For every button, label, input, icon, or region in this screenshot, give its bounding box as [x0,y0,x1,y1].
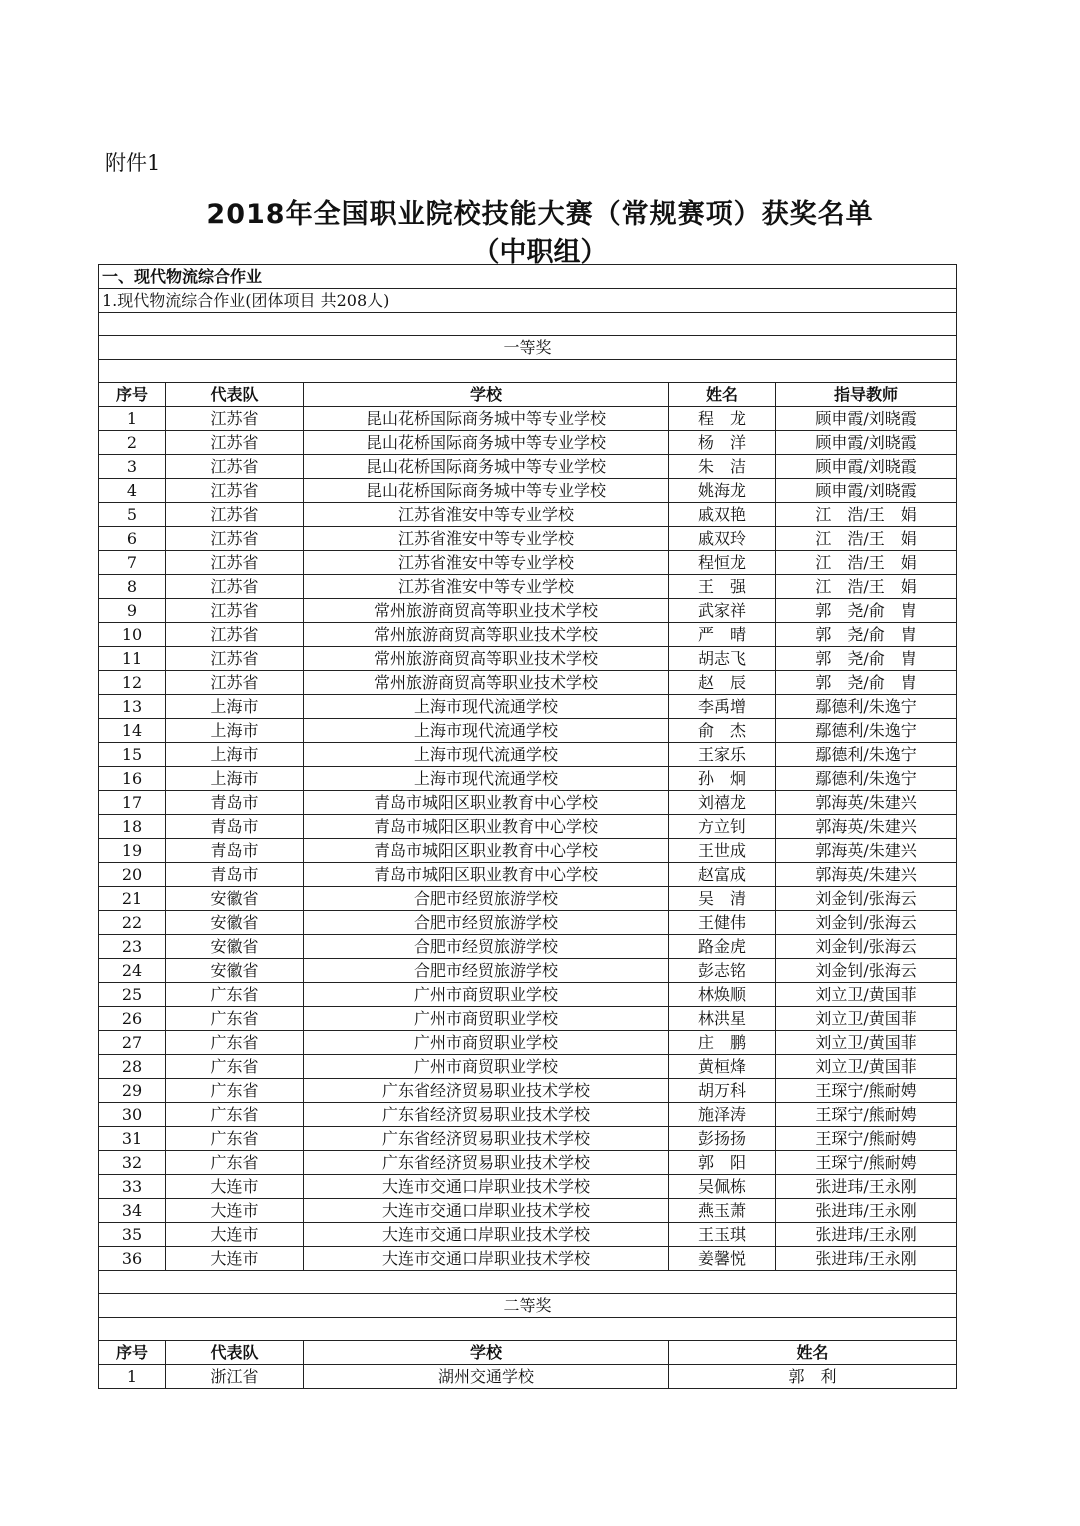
table-row [99,503,957,527]
cell-school: 合肥市经贸旅游学校 [304,911,669,935]
table-row [99,599,957,623]
cell-team: 江苏省 [166,455,304,479]
table-row [99,1055,957,1079]
cell-index: 2 [99,431,166,455]
header-name: 姓名 [669,383,776,407]
cell-name: 李禹增 [669,695,776,719]
cell-name: 燕玉萧 [669,1199,776,1223]
cell-school: 广州市商贸职业学校 [304,1007,669,1031]
cell-team: 江苏省 [166,503,304,527]
cell-index: 33 [99,1175,166,1199]
table-row [99,839,957,863]
cell-index: 1 [99,1365,166,1389]
cell-index: 30 [99,1103,166,1127]
cell-instructor: 张进玮/王永刚 [776,1223,957,1247]
cell-name: 林焕顺 [669,983,776,1007]
cell-name: 彭扬扬 [669,1127,776,1151]
cell-index: 36 [99,1247,166,1271]
cell-school: 江苏省淮安中等专业学校 [304,503,669,527]
cell-school: 上海市现代流通学校 [304,743,669,767]
cell-team: 浙江省 [166,1365,304,1389]
table-row [99,935,957,959]
second-prize-label-row [99,1294,957,1318]
table-row [99,1103,957,1127]
event-title: 1.现代物流综合作业(团体项目 共208人) [99,289,957,313]
table-row [99,911,957,935]
cell-team: 上海市 [166,767,304,791]
cell-index: 25 [99,983,166,1007]
cell-name: 姜馨悦 [669,1247,776,1271]
cell-index: 13 [99,695,166,719]
cell-instructor: 顾申霞/刘晓霞 [776,479,957,503]
cell-name: 胡志飞 [669,647,776,671]
cell-school: 广州市商贸职业学校 [304,983,669,1007]
cell-name: 郭 阳 [669,1151,776,1175]
cell-school: 昆山花桥国际商务城中等专业学校 [304,479,669,503]
table-row [99,1127,957,1151]
table-row [99,1031,957,1055]
cell-name: 赵富成 [669,863,776,887]
header-school: 学校 [304,1341,669,1365]
table-row [99,695,957,719]
cell-team: 安徽省 [166,911,304,935]
table-row [99,671,957,695]
cell-name: 吴 清 [669,887,776,911]
table-row [99,767,957,791]
cell-school: 广州市商贸职业学校 [304,1031,669,1055]
cell-instructor: 江 浩/王 娟 [776,551,957,575]
cell-instructor: 王琛宁/熊耐娉 [776,1079,957,1103]
cell-name: 程恒龙 [669,551,776,575]
section-row [99,265,957,289]
cell-name: 王世成 [669,839,776,863]
cell-team: 广东省 [166,1103,304,1127]
cell-team: 青岛市 [166,839,304,863]
cell-team: 大连市 [166,1247,304,1271]
cell-team: 大连市 [166,1199,304,1223]
spacer-cell [99,1271,957,1294]
cell-instructor: 刘金钊/张海云 [776,887,957,911]
table-row [99,719,957,743]
header-name: 姓名 [669,1341,957,1365]
cell-instructor: 顾申霞/刘晓霞 [776,431,957,455]
attachment-label: 附件1 [105,151,161,175]
first-prize-label: 一等奖 [99,336,957,360]
table-row [99,479,957,503]
cell-instructor: 郭 尧/俞 胄 [776,647,957,671]
cell-school: 青岛市城阳区职业教育中心学校 [304,839,669,863]
header-team: 代表队 [166,383,304,407]
cell-index: 10 [99,623,166,647]
cell-team: 广东省 [166,1151,304,1175]
cell-instructor: 刘立卫/黄国菲 [776,1007,957,1031]
table-row [99,983,957,1007]
cell-instructor: 刘立卫/黄国菲 [776,1031,957,1055]
cell-instructor: 顾申霞/刘晓霞 [776,407,957,431]
cell-instructor: 鄢德利/朱逸宁 [776,767,957,791]
cell-team: 江苏省 [166,479,304,503]
cell-instructor: 鄢德利/朱逸宁 [776,695,957,719]
cell-school: 上海市现代流通学校 [304,719,669,743]
header-index: 序号 [99,1341,166,1365]
cell-school: 江苏省淮安中等专业学校 [304,551,669,575]
cell-index: 14 [99,719,166,743]
cell-team: 江苏省 [166,551,304,575]
cell-instructor: 江 浩/王 娟 [776,575,957,599]
cell-team: 广东省 [166,1079,304,1103]
second-prize-label: 二等奖 [99,1294,957,1318]
cell-school: 大连市交通口岸职业技术学校 [304,1223,669,1247]
spacer-row [99,1318,957,1341]
cell-instructor: 刘金钊/张海云 [776,911,957,935]
cell-team: 广东省 [166,1127,304,1151]
cell-instructor: 郭海英/朱建兴 [776,839,957,863]
cell-school: 昆山花桥国际商务城中等专业学校 [304,431,669,455]
header-team: 代表队 [166,1341,304,1365]
cell-school: 常州旅游商贸高等职业技术学校 [304,671,669,695]
cell-instructor: 张进玮/王永刚 [776,1175,957,1199]
cell-school: 大连市交通口岸职业技术学校 [304,1247,669,1271]
cell-instructor: 鄢德利/朱逸宁 [776,743,957,767]
cell-instructor: 刘立卫/黄国菲 [776,1055,957,1079]
cell-name: 郭 利 [669,1365,957,1389]
cell-school: 青岛市城阳区职业教育中心学校 [304,815,669,839]
first-prize-header-row [99,383,957,407]
cell-name: 严 晴 [669,623,776,647]
cell-index: 32 [99,1151,166,1175]
table-row [99,1199,957,1223]
event-row [99,289,957,313]
cell-name: 方立钊 [669,815,776,839]
header-school: 学校 [304,383,669,407]
cell-team: 大连市 [166,1175,304,1199]
table-row [99,1175,957,1199]
cell-name: 吴佩栋 [669,1175,776,1199]
section-title: 一、现代物流综合作业 [99,265,957,289]
table-row [99,455,957,479]
cell-name: 武家祥 [669,599,776,623]
cell-school: 青岛市城阳区职业教育中心学校 [304,863,669,887]
cell-instructor: 江 浩/王 娟 [776,527,957,551]
header-instructor: 指导教师 [776,383,957,407]
cell-school: 常州旅游商贸高等职业技术学校 [304,599,669,623]
cell-instructor: 张进玮/王永刚 [776,1247,957,1271]
cell-index: 18 [99,815,166,839]
cell-team: 安徽省 [166,935,304,959]
table-row [99,407,957,431]
cell-team: 江苏省 [166,575,304,599]
cell-name: 施泽涛 [669,1103,776,1127]
cell-instructor: 郭 尧/俞 胄 [776,623,957,647]
cell-instructor: 郭海英/朱建兴 [776,815,957,839]
cell-index: 22 [99,911,166,935]
document-subtitle: （中职组） [472,237,608,268]
cell-index: 31 [99,1127,166,1151]
second-prize-header-row [99,1341,957,1365]
spacer-row [99,1271,957,1294]
table-row [99,1079,957,1103]
cell-school: 广东省经济贸易职业技术学校 [304,1127,669,1151]
cell-index: 8 [99,575,166,599]
cell-school: 昆山花桥国际商务城中等专业学校 [304,455,669,479]
spacer-cell [99,360,957,383]
cell-school: 常州旅游商贸高等职业技术学校 [304,647,669,671]
cell-name: 刘禧龙 [669,791,776,815]
cell-name: 程 龙 [669,407,776,431]
spacer-row [99,360,957,383]
cell-school: 江苏省淮安中等专业学校 [304,527,669,551]
table-row [99,1247,957,1271]
cell-instructor: 张进玮/王永刚 [776,1199,957,1223]
table-row [99,431,957,455]
header-index: 序号 [99,383,166,407]
spacer-row [99,313,957,336]
cell-team: 大连市 [166,1223,304,1247]
cell-index: 4 [99,479,166,503]
cell-team: 广东省 [166,983,304,1007]
cell-index: 28 [99,1055,166,1079]
cell-school: 合肥市经贸旅游学校 [304,935,669,959]
table-row [99,575,957,599]
cell-name: 朱 洁 [669,455,776,479]
cell-name: 戚双艳 [669,503,776,527]
cell-index: 12 [99,671,166,695]
cell-instructor: 顾申霞/刘晓霞 [776,455,957,479]
cell-name: 赵 辰 [669,671,776,695]
cell-school: 广东省经济贸易职业技术学校 [304,1151,669,1175]
cell-instructor: 王琛宁/熊耐娉 [776,1103,957,1127]
table-row [99,1365,957,1389]
cell-name: 王玉琪 [669,1223,776,1247]
cell-index: 29 [99,1079,166,1103]
table-row [99,863,957,887]
cell-team: 江苏省 [166,527,304,551]
cell-team: 青岛市 [166,863,304,887]
table-row [99,623,957,647]
table-row [99,887,957,911]
cell-school: 上海市现代流通学校 [304,767,669,791]
cell-school: 青岛市城阳区职业教育中心学校 [304,791,669,815]
cell-team: 上海市 [166,719,304,743]
cell-team: 安徽省 [166,959,304,983]
cell-team: 江苏省 [166,431,304,455]
cell-team: 广东省 [166,1007,304,1031]
table-row [99,791,957,815]
cell-team: 江苏省 [166,647,304,671]
cell-name: 胡万科 [669,1079,776,1103]
cell-instructor: 王琛宁/熊耐娉 [776,1151,957,1175]
cell-school: 合肥市经贸旅游学校 [304,887,669,911]
cell-index: 27 [99,1031,166,1055]
cell-name: 彭志铭 [669,959,776,983]
first-prize-label-row [99,336,957,360]
cell-team: 青岛市 [166,791,304,815]
cell-instructor: 刘金钊/张海云 [776,959,957,983]
cell-name: 林洪星 [669,1007,776,1031]
cell-team: 上海市 [166,743,304,767]
table-row [99,647,957,671]
cell-name: 黄桓烽 [669,1055,776,1079]
cell-index: 21 [99,887,166,911]
cell-instructor: 江 浩/王 娟 [776,503,957,527]
document-title: 2018年全国职业院校技能大赛（常规赛项）获奖名单 [206,199,874,230]
cell-team: 青岛市 [166,815,304,839]
cell-index: 34 [99,1199,166,1223]
cell-school: 广州市商贸职业学校 [304,1055,669,1079]
cell-team: 广东省 [166,1055,304,1079]
cell-name: 孙 炯 [669,767,776,791]
table-row [99,1223,957,1247]
cell-index: 35 [99,1223,166,1247]
cell-school: 昆山花桥国际商务城中等专业学校 [304,407,669,431]
cell-team: 广东省 [166,1031,304,1055]
cell-name: 俞 杰 [669,719,776,743]
cell-instructor: 王琛宁/熊耐娉 [776,1127,957,1151]
cell-name: 王 强 [669,575,776,599]
cell-name: 戚双玲 [669,527,776,551]
cell-index: 7 [99,551,166,575]
cell-index: 16 [99,767,166,791]
spacer-cell [99,1318,957,1341]
table-row [99,551,957,575]
cell-index: 19 [99,839,166,863]
cell-name: 路金虎 [669,935,776,959]
table-row [99,1007,957,1031]
cell-index: 17 [99,791,166,815]
cell-name: 王健伟 [669,911,776,935]
cell-index: 6 [99,527,166,551]
cell-instructor: 刘立卫/黄国菲 [776,983,957,1007]
cell-instructor: 鄢德利/朱逸宁 [776,719,957,743]
cell-index: 3 [99,455,166,479]
cell-school: 广东省经济贸易职业技术学校 [304,1079,669,1103]
cell-index: 15 [99,743,166,767]
cell-school: 江苏省淮安中等专业学校 [304,575,669,599]
cell-school: 合肥市经贸旅游学校 [304,959,669,983]
cell-team: 安徽省 [166,887,304,911]
awards-table [98,264,957,1389]
cell-instructor: 郭 尧/俞 胄 [776,599,957,623]
cell-school: 广东省经济贸易职业技术学校 [304,1103,669,1127]
cell-school: 湖州交通学校 [304,1365,669,1389]
cell-instructor: 郭 尧/俞 胄 [776,671,957,695]
table-row [99,1151,957,1175]
cell-index: 9 [99,599,166,623]
cell-name: 王家乐 [669,743,776,767]
cell-team: 上海市 [166,695,304,719]
cell-team: 江苏省 [166,407,304,431]
cell-index: 26 [99,1007,166,1031]
spacer-cell [99,313,957,336]
cell-index: 20 [99,863,166,887]
cell-team: 江苏省 [166,623,304,647]
cell-team: 江苏省 [166,599,304,623]
cell-index: 1 [99,407,166,431]
table-row [99,743,957,767]
cell-team: 江苏省 [166,671,304,695]
cell-school: 上海市现代流通学校 [304,695,669,719]
cell-instructor: 郭海英/朱建兴 [776,791,957,815]
cell-instructor: 郭海英/朱建兴 [776,863,957,887]
cell-school: 常州旅游商贸高等职业技术学校 [304,623,669,647]
cell-school: 大连市交通口岸职业技术学校 [304,1199,669,1223]
cell-index: 11 [99,647,166,671]
cell-name: 杨 洋 [669,431,776,455]
cell-instructor: 刘金钊/张海云 [776,935,957,959]
cell-index: 5 [99,503,166,527]
table-row [99,815,957,839]
cell-index: 23 [99,935,166,959]
cell-name: 庄 鹏 [669,1031,776,1055]
table-row [99,959,957,983]
cell-index: 24 [99,959,166,983]
cell-name: 姚海龙 [669,479,776,503]
cell-school: 大连市交通口岸职业技术学校 [304,1175,669,1199]
table-row [99,527,957,551]
